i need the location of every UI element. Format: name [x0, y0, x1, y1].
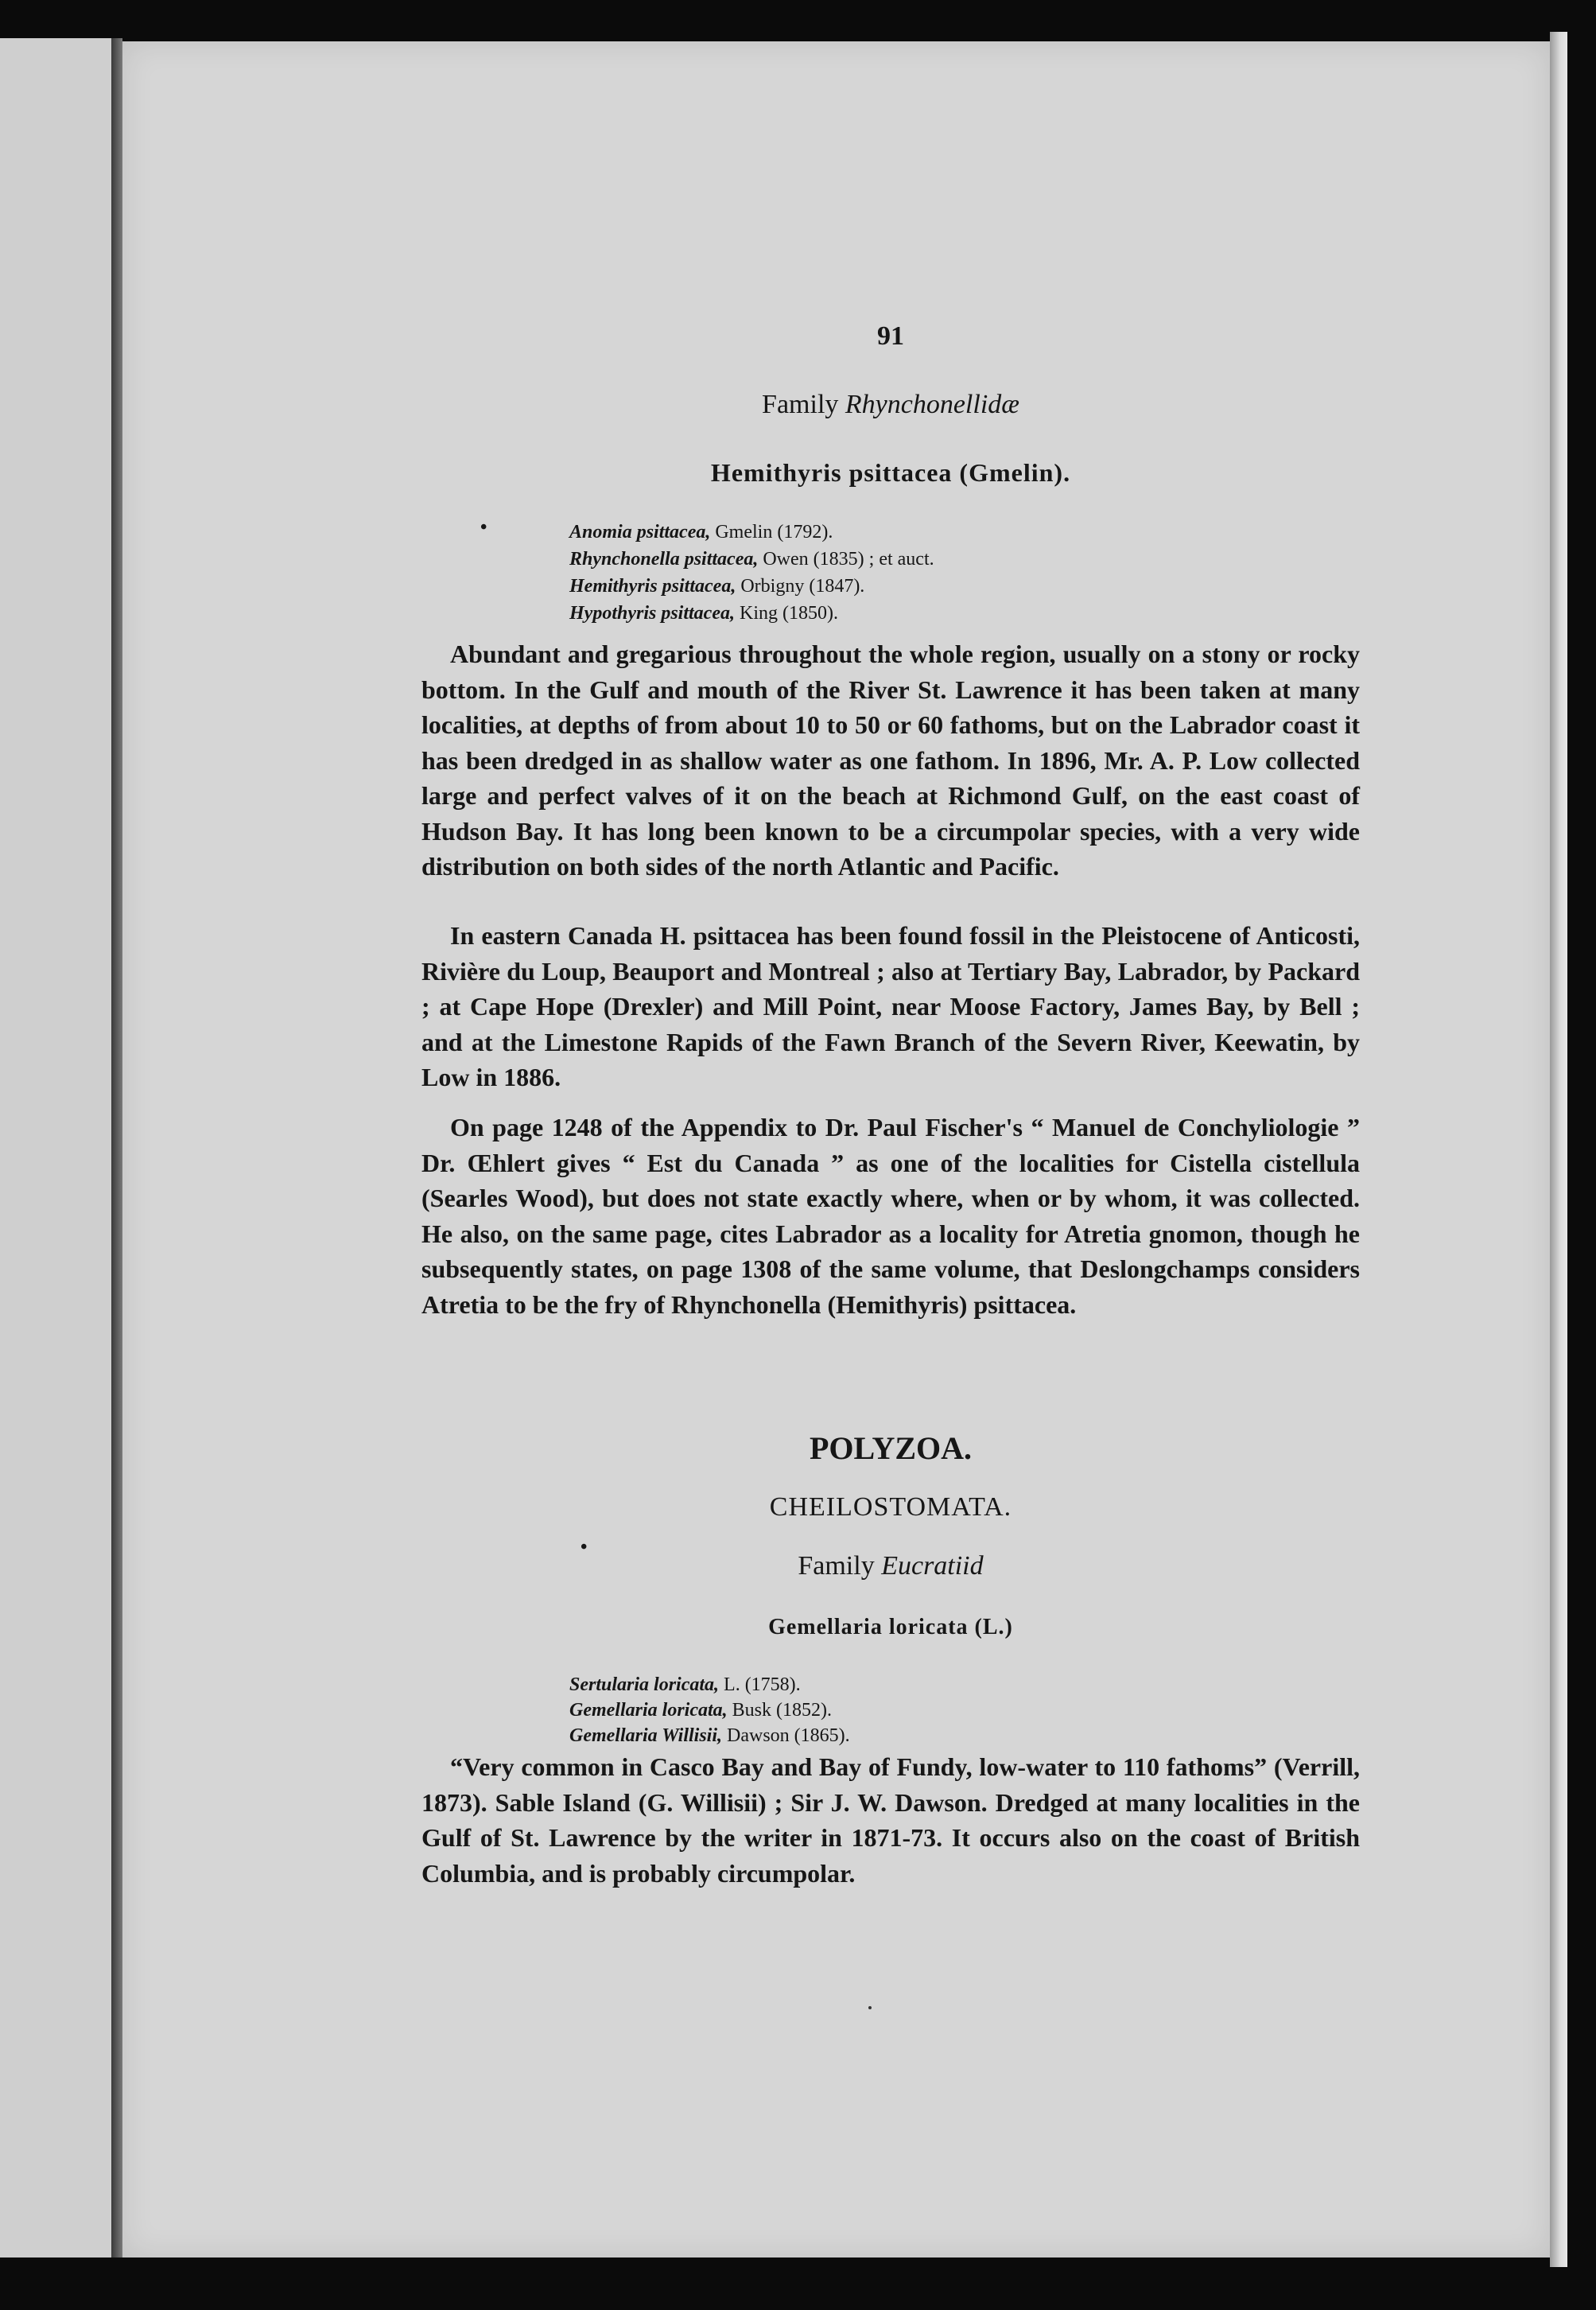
synonym-entry: Rhynchonella psittacea, Owen (1835) ; et auct. — [569, 549, 934, 570]
family-label: Family — [762, 390, 839, 419]
book-page — [122, 41, 1550, 2258]
family-label: Family — [798, 1551, 875, 1581]
body-paragraph-distribution: Abundant and gregarious throughout the whole region, usually on a stony or rocky bottom. In the Gulf and mouth of the River St. Lawrence it has been taken at many localities, at depths of from about 10 to 50 or 60 fathoms, but on the Labrador coast it has been dredged in as shallow water as one fathom. In 1896, Mr. A. P. Low collected large and perfect valves of it on the beach at Richmond Gulf, on the east coast of Hudson Bay. It has long been known to be a circumpolar species, with a very wide distribution on both sides of the north Atlantic and Pacific. — [421, 640, 1360, 881]
species-heading-hemithyris: Hemithyris psittacea (Gmelin). — [710, 458, 1071, 487]
synonym-entry: Hypothyris psittacea, King (1850). — [569, 603, 838, 624]
page-fore-edge — [1550, 32, 1567, 2267]
synonym-entry: Gemellaria Willisii, Dawson (1865). — [569, 1725, 850, 1746]
synonymy-list-hemithyris — [569, 519, 934, 627]
family-name: Rhynchonellidæ — [845, 390, 1019, 419]
body-paragraph-fischer-appendix: On page 1248 of the Appendix to Dr. Paul Fischer's “ Manuel de Conchyliologie ” Dr. Œhlert gives “ Est du Canada ” as one of the localities for Cistella cistellula (Searles Wood), but does not state exactly where, when or by whom, it was collected. He also, on the same page, cites Labrador as a locality for Atretia gnomon, though he subsequently states, on page 1308 of the same volume, that Deslongchamps considers Atretia to be the fry of Rhynchonella (Hemithyris) psittacea. — [421, 1113, 1360, 1319]
species-heading-gemellaria: Gemellaria loricata (L.) — [768, 1615, 1013, 1639]
synonym-entry: Anomia psittacea, Gmelin (1792). — [569, 522, 833, 542]
synonym-entry: Gemellaria loricata, Busk (1852). — [569, 1700, 832, 1721]
page-number: 91 — [877, 321, 904, 351]
stray-mark: • — [480, 517, 487, 538]
stray-mark: • — [581, 1537, 588, 1558]
facing-page-edge — [0, 38, 111, 2258]
paper-speck — [868, 2006, 872, 2009]
synonymy-list-gemellaria — [569, 1672, 850, 1748]
book-gutter — [111, 38, 122, 2258]
synonym-entry: Sertularia loricata, L. (1758). — [569, 1674, 801, 1695]
subsection-title-cheilostomata: CHEILOSTOMATA. — [769, 1492, 1012, 1522]
synonym-entry: Hemithyris psittacea, Orbigny (1847). — [569, 576, 865, 597]
body-paragraph-fossil-records: In eastern Canada H. psittacea has been found fossil in the Pleistocene of Anticosti, Rivière du Loup, Beauport and Montreal ; also at Tertiary Bay, Labrador, by Packard ; at Cape Hope (Drexler) and Mill Point, near Moose Factory, James Bay, by Bell ; and at the Limestone Rapids of the Fawn Branch of the Severn River, Keewatin, by Low in 1886. — [421, 921, 1360, 1091]
body-paragraph-gemellaria-occurrence: “Very common in Casco Bay and Bay of Fundy, low-water to 110 fathoms” (Verrill, 1873). Sable Island (G. Willisii) ; Sir J. W. Dawson. Dredged at many localities in the Gulf of St. Lawrence by the writer in 1871-73. It occurs also on the coast of British Columbia, and is probably circumpolar. — [421, 1752, 1360, 1888]
section-title-polyzoa: POLYZOA. — [809, 1430, 973, 1466]
family-heading-rhynchonellidae — [421, 390, 1360, 420]
family-name: Eucratiid — [881, 1551, 984, 1581]
family-heading-eucratiid — [421, 1551, 1360, 1581]
